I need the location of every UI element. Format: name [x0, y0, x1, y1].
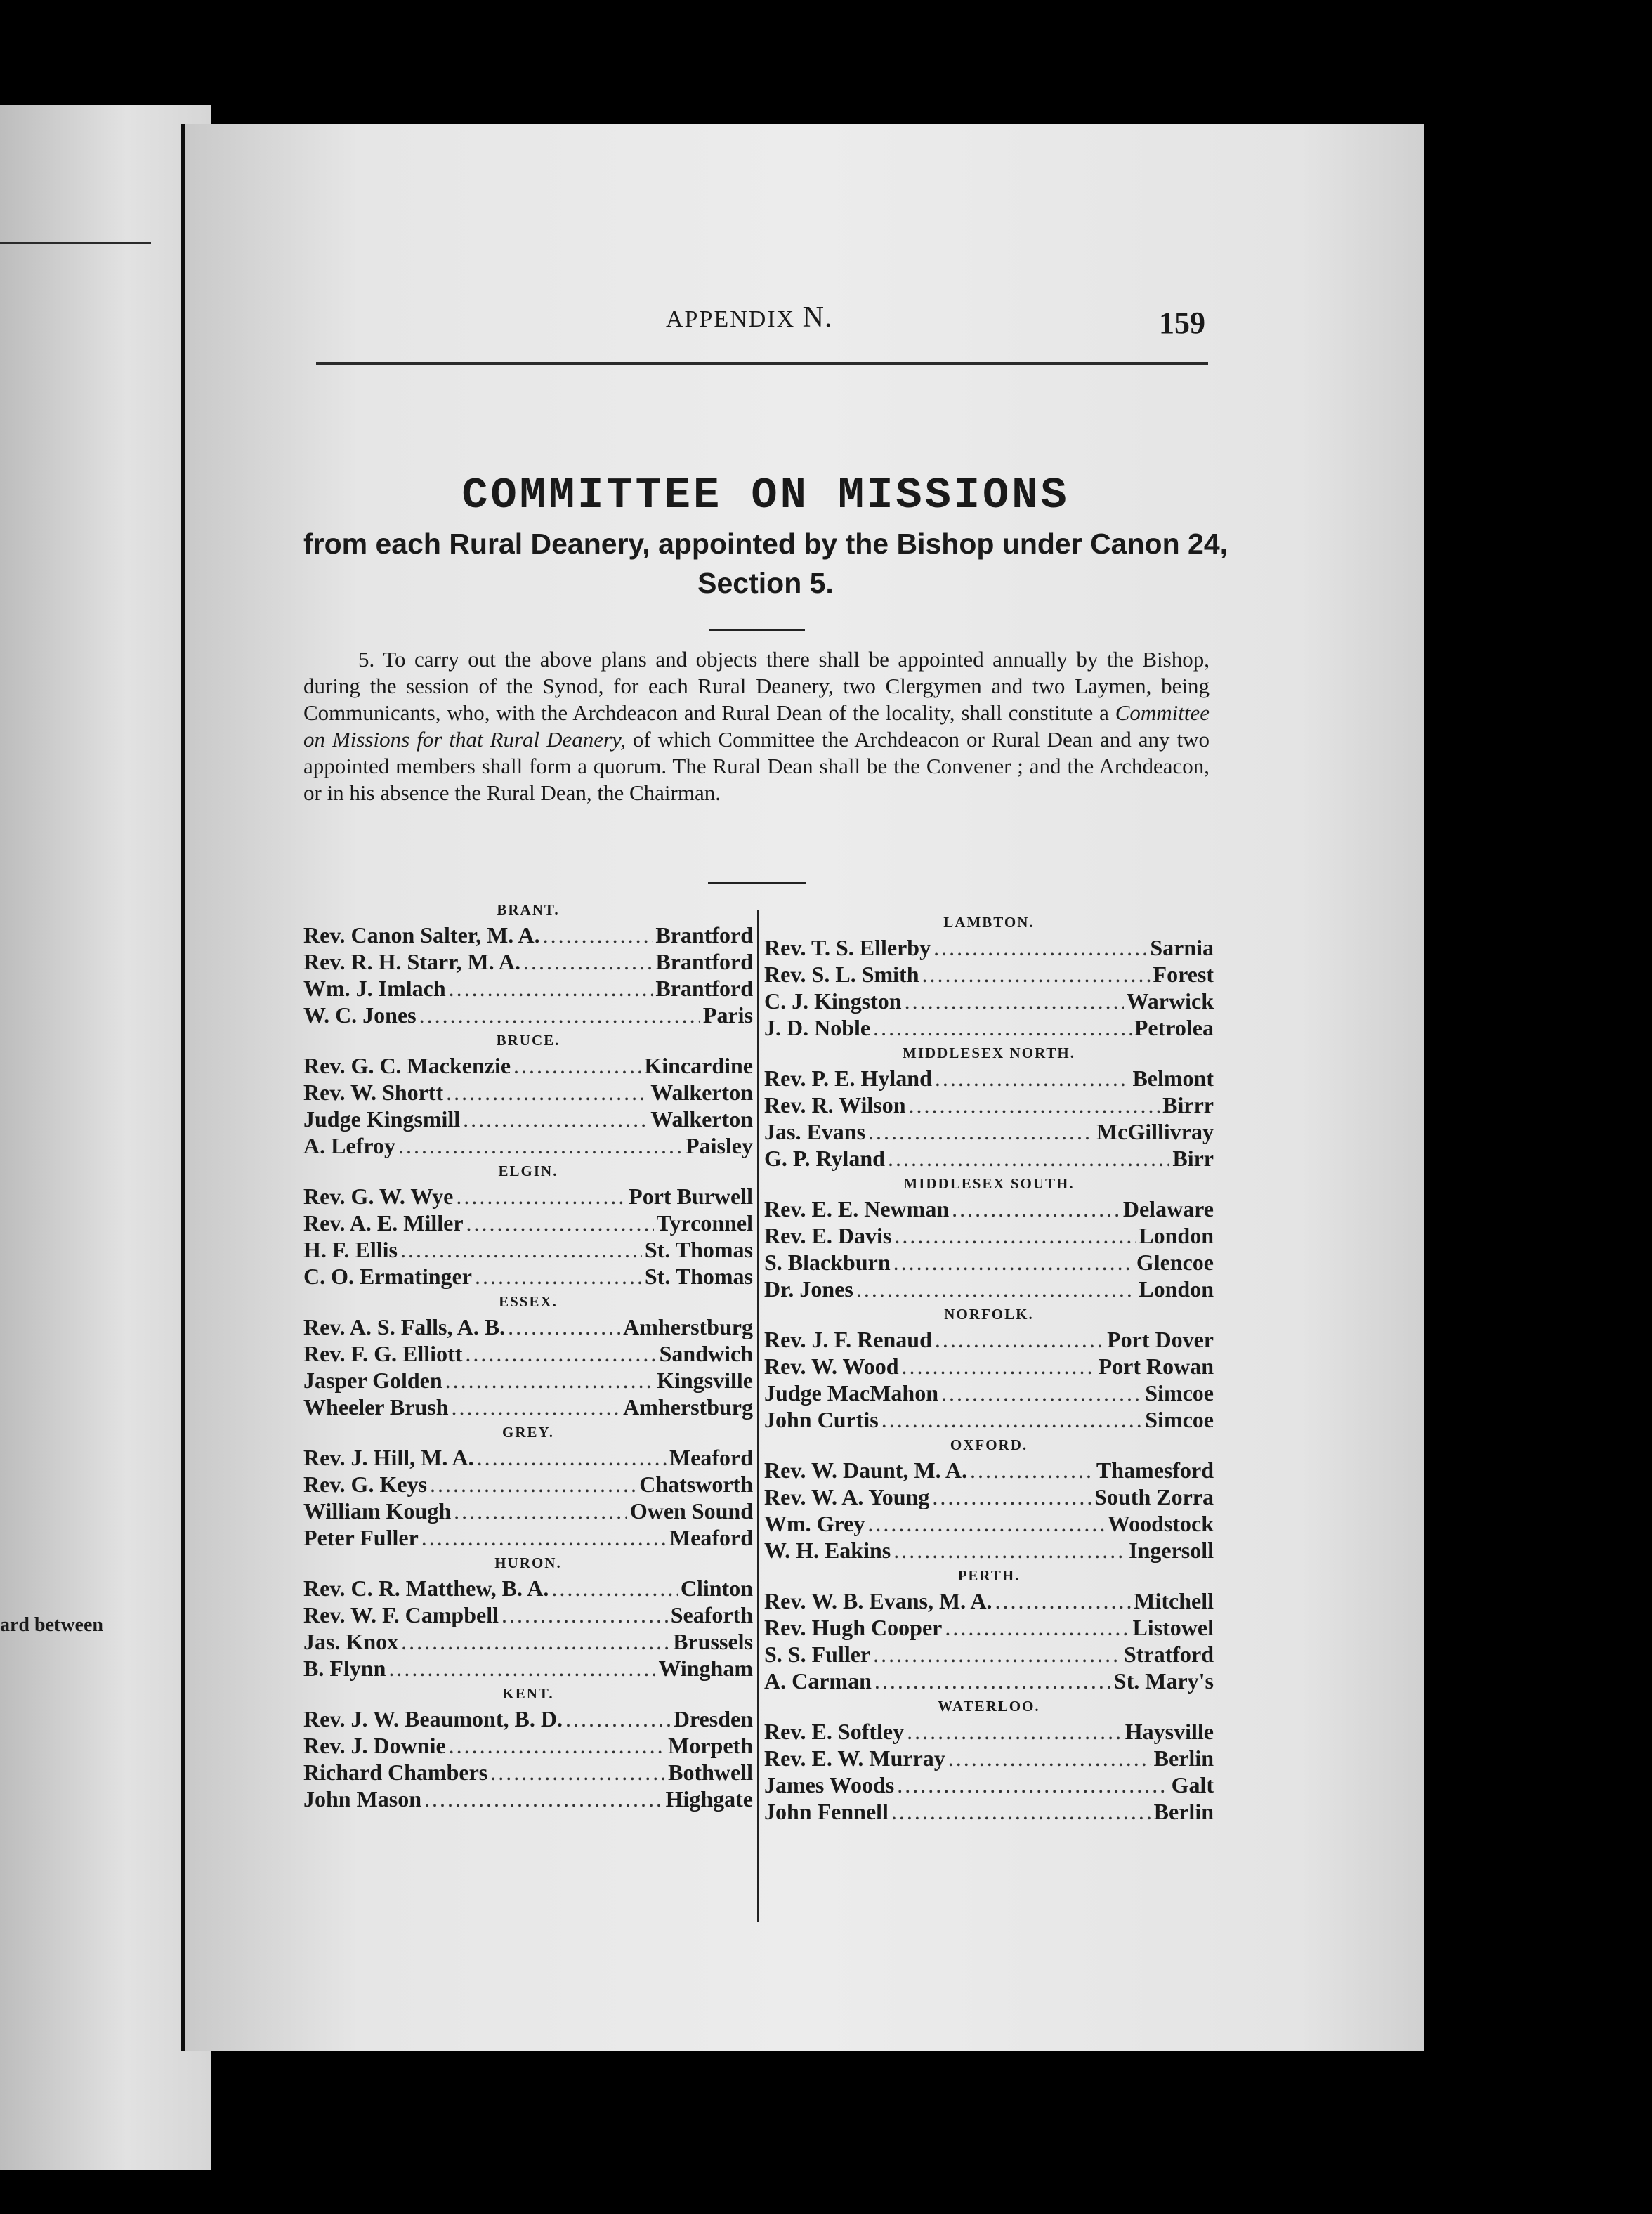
member-name: John Fennell	[764, 1799, 889, 1824]
dot-leader	[449, 975, 653, 1002]
title-divider	[709, 629, 805, 631]
member-place: Forest	[1153, 962, 1214, 987]
deanery-heading: NORFOLK.	[944, 1306, 1034, 1323]
previous-page-fragment: ard between	[0, 1614, 103, 1636]
member-row	[303, 1705, 753, 1732]
dot-leader	[449, 1732, 665, 1759]
dot-leader	[477, 1444, 667, 1471]
member-name: Rev. F. G. Elliott	[303, 1341, 463, 1366]
member-name: G. P. Ryland	[764, 1146, 885, 1171]
member-row	[303, 1394, 753, 1420]
page-number: 159	[1159, 306, 1205, 340]
member-name: William Kough	[303, 1498, 452, 1524]
member-row	[764, 1745, 1214, 1771]
page-title: COMMITTEE ON MISSIONS	[461, 471, 1070, 520]
member-place: Chatsworth	[639, 1472, 753, 1497]
deanery-heading: MIDDLESEX NORTH.	[903, 1044, 1075, 1061]
member-name: Rev. G. Keys	[303, 1472, 427, 1497]
member-row	[764, 961, 1214, 988]
member-row	[303, 1002, 753, 1028]
member-name: Rev. W. Wood	[764, 1354, 899, 1379]
dot-leader	[907, 1718, 1122, 1745]
dot-leader	[995, 1587, 1132, 1614]
dot-leader	[894, 1222, 1136, 1249]
member-name: Rev. J. Hill, M. A.	[303, 1445, 474, 1470]
member-row	[764, 1483, 1214, 1510]
member-row	[764, 1353, 1214, 1380]
member-place: Sandwich	[659, 1341, 753, 1366]
member-row	[303, 1210, 753, 1236]
member-name: W. C. Jones	[303, 1002, 417, 1028]
dot-leader	[941, 1380, 1142, 1406]
member-row	[764, 1196, 1214, 1222]
deanery-heading: LAMBTON.	[943, 914, 1035, 931]
appendix-label: APPENDIX	[666, 306, 796, 332]
canon-paragraph	[303, 646, 1210, 806]
member-name: S. S. Fuller	[764, 1642, 871, 1667]
dot-leader	[398, 1132, 683, 1159]
member-place: Birr	[1172, 1146, 1214, 1171]
header-rule	[316, 362, 1208, 365]
member-row	[764, 1065, 1214, 1092]
member-place: Paris	[702, 1002, 753, 1028]
dot-leader	[419, 1002, 700, 1028]
dot-leader	[868, 1118, 1094, 1145]
dot-leader	[881, 1406, 1143, 1433]
member-name: C. J. Kingston	[764, 988, 902, 1014]
member-name: Rev. Canon Salter, M. A.	[303, 922, 540, 948]
dot-leader	[523, 948, 653, 975]
member-row	[303, 1601, 753, 1628]
paragraph-italic: Committee on Missions for that Rural Deanery,	[303, 700, 1210, 752]
deanery-heading: BRUCE.	[496, 1032, 560, 1049]
member-row	[303, 1471, 753, 1498]
member-row	[303, 1444, 753, 1471]
paragraph-text-2: of which Committee the Archdeacon or Rural Dean and any two appointed members shall form a quorum. The Rural Dean shall be the Convener ; and the Archdeacon, or in his absence the Rural Dean, the Chairman.	[303, 727, 1210, 805]
member-row	[303, 1314, 753, 1340]
member-name: Rev. W. F. Campbell	[303, 1602, 499, 1627]
member-row	[303, 1524, 753, 1551]
previous-page-rule	[0, 242, 151, 244]
member-name: Rev. W. Daunt, M. A.	[764, 1458, 967, 1483]
deanery-heading: OXFORD.	[950, 1436, 1028, 1453]
member-name: Rev. T. S. Ellerby	[764, 935, 931, 960]
member-place: Kincardine	[644, 1053, 753, 1078]
member-name: Rev. R. Wilson	[764, 1092, 906, 1118]
member-name: B. Flynn	[303, 1656, 386, 1681]
member-place: Berlin	[1153, 1799, 1214, 1824]
member-name: Judge Kingsmill	[303, 1106, 461, 1132]
dot-leader	[551, 1575, 678, 1601]
member-place: Mitchell	[1134, 1588, 1214, 1613]
dot-leader	[933, 934, 1147, 961]
deanery-heading: ESSEX.	[499, 1293, 558, 1310]
member-place: Amherstburg	[623, 1314, 753, 1339]
member-row	[303, 922, 753, 948]
member-name: C. O. Ermatinger	[303, 1264, 472, 1289]
member-row	[303, 1786, 753, 1812]
member-name: Richard Chambers	[303, 1760, 488, 1785]
member-row	[764, 1718, 1214, 1745]
dot-leader	[891, 1798, 1151, 1825]
member-place: Sarnia	[1150, 935, 1214, 960]
member-name: Rev. J. Downie	[303, 1733, 446, 1758]
member-name: John Curtis	[764, 1407, 879, 1432]
dot-leader	[905, 988, 1124, 1014]
member-row	[303, 1759, 753, 1786]
dot-leader	[501, 1601, 668, 1628]
dot-leader	[421, 1524, 667, 1551]
member-row	[303, 1132, 753, 1159]
member-place: Brussels	[673, 1629, 753, 1654]
deanery-heading: WATERLOO.	[938, 1698, 1040, 1715]
member-row	[764, 1118, 1214, 1145]
dot-leader	[543, 922, 653, 948]
dot-leader	[388, 1655, 655, 1682]
dot-leader	[856, 1276, 1136, 1302]
page-subtitle: from each Rural Deanery, appointed by the Bishop under Canon 24, Section 5.	[303, 528, 1228, 599]
dot-leader	[932, 1483, 1092, 1510]
member-place: Bothwell	[668, 1760, 753, 1785]
member-place: Brantford	[655, 949, 753, 974]
member-name: A. Lefroy	[303, 1133, 395, 1158]
member-place: Brantford	[655, 976, 753, 1001]
member-place: Berlin	[1153, 1745, 1214, 1771]
deanery-heading: BRANT.	[497, 901, 560, 918]
dot-leader	[508, 1314, 620, 1340]
member-name: Rev. C. R. Matthew, B. A.	[303, 1576, 549, 1601]
dot-leader	[922, 961, 1150, 988]
member-name: Dr. Jones	[764, 1276, 853, 1302]
member-place: Galt	[1171, 1772, 1214, 1797]
left-column	[303, 898, 753, 1812]
member-place: London	[1139, 1223, 1214, 1248]
member-name: Wheeler Brush	[303, 1394, 449, 1420]
member-place: Belmont	[1132, 1066, 1214, 1091]
dot-leader	[897, 1771, 1168, 1798]
member-name: Wm. Grey	[764, 1511, 865, 1536]
dot-leader	[475, 1263, 642, 1290]
dot-leader	[970, 1457, 1094, 1483]
member-place: Tyrconnel	[656, 1210, 753, 1236]
member-row	[764, 1798, 1214, 1825]
member-row	[764, 1668, 1214, 1694]
member-row	[303, 1655, 753, 1682]
dot-leader	[873, 1641, 1121, 1668]
dot-leader	[401, 1628, 670, 1655]
member-place: Morpeth	[668, 1733, 753, 1758]
deanery-heading: PERTH.	[957, 1567, 1021, 1584]
member-place: Highgate	[665, 1786, 753, 1812]
member-name: Jasper Golden	[303, 1368, 442, 1393]
member-place: South Zorra	[1094, 1484, 1214, 1509]
dot-leader	[456, 1183, 626, 1210]
member-row	[303, 1498, 753, 1524]
member-row	[303, 1052, 753, 1079]
member-name: Judge MacMahon	[764, 1380, 938, 1406]
member-place: Amherstburg	[623, 1394, 753, 1420]
member-name: John Mason	[303, 1786, 422, 1812]
member-row	[764, 1326, 1214, 1353]
dot-leader	[465, 1340, 656, 1367]
member-row	[303, 1079, 753, 1106]
member-place: Dresden	[673, 1706, 753, 1731]
member-name: James Woods	[764, 1772, 895, 1797]
member-row	[764, 1380, 1214, 1406]
member-row	[764, 1771, 1214, 1798]
member-row	[303, 948, 753, 975]
member-name: Rev. G. W. Wye	[303, 1184, 454, 1209]
member-name: Rev. R. H. Starr, M. A.	[303, 949, 521, 974]
member-row	[303, 1340, 753, 1367]
member-place: Birrr	[1162, 1092, 1214, 1118]
member-place: Thamesford	[1096, 1458, 1214, 1483]
dot-leader	[893, 1249, 1134, 1276]
member-name: Rev. P. E. Hyland	[764, 1066, 932, 1091]
dot-leader	[935, 1326, 1104, 1353]
member-name: Rev. W. B. Evans, M. A.	[764, 1588, 992, 1613]
member-name: Rev. E. E. Newman	[764, 1196, 950, 1221]
member-place: Simcoe	[1145, 1407, 1214, 1432]
dot-leader	[490, 1759, 665, 1786]
deanery-heading: MIDDLESEX SOUTH.	[903, 1175, 1075, 1192]
member-place: Walkerton	[650, 1080, 753, 1105]
member-row	[303, 1367, 753, 1394]
member-row	[764, 934, 1214, 961]
member-name: Rev. G. C. Mackenzie	[303, 1053, 511, 1078]
dot-leader	[513, 1052, 641, 1079]
member-row	[764, 1014, 1214, 1041]
member-place: Delaware	[1122, 1196, 1214, 1221]
member-row	[303, 1236, 753, 1263]
member-name: Peter Fuller	[303, 1525, 419, 1550]
member-place: Seaforth	[670, 1602, 753, 1627]
member-row	[764, 1587, 1214, 1614]
member-name: Rev. W. Shortt	[303, 1080, 444, 1105]
member-name: Rev. A. S. Falls, A. B.	[303, 1314, 506, 1339]
member-place: Stratford	[1124, 1642, 1214, 1667]
member-place: Clinton	[680, 1576, 753, 1601]
member-row	[764, 1457, 1214, 1483]
member-name: Rev. J. F. Renaud	[764, 1327, 932, 1352]
member-place: St. Thomas	[644, 1264, 753, 1289]
member-row	[303, 975, 753, 1002]
member-place: St. Mary's	[1113, 1668, 1214, 1694]
member-place: Glencoe	[1136, 1250, 1214, 1275]
member-place: Brantford	[655, 922, 753, 948]
member-name: Jas. Evans	[764, 1119, 866, 1144]
member-row	[764, 1092, 1214, 1118]
member-place: Port Burwell	[629, 1184, 753, 1209]
member-place: Ingersoll	[1129, 1538, 1214, 1563]
member-name: Rev. A. E. Miller	[303, 1210, 464, 1236]
member-row	[303, 1575, 753, 1601]
member-place: Paisley	[686, 1133, 753, 1158]
dot-leader	[873, 1014, 1132, 1041]
member-place: Meaford	[669, 1445, 753, 1470]
dot-leader	[945, 1614, 1129, 1641]
member-place: Woodstock	[1107, 1511, 1214, 1536]
member-name: Rev. W. A. Young	[764, 1484, 930, 1509]
member-name: Rev. E. Softley	[764, 1719, 905, 1744]
member-place: St. Thomas	[644, 1237, 753, 1262]
member-row	[764, 988, 1214, 1014]
member-place: Warwick	[1126, 988, 1214, 1014]
member-row	[764, 1276, 1214, 1302]
member-place: Petrolea	[1134, 1015, 1214, 1040]
member-row	[764, 1145, 1214, 1172]
member-row	[303, 1628, 753, 1655]
dot-leader	[952, 1196, 1120, 1222]
dot-leader	[466, 1210, 654, 1236]
dot-leader	[935, 1065, 1130, 1092]
member-row	[303, 1106, 753, 1132]
dot-leader	[446, 1079, 648, 1106]
previous-page	[0, 105, 211, 2170]
member-place: Walkerton	[650, 1106, 753, 1132]
member-row	[764, 1406, 1214, 1433]
dot-leader	[430, 1471, 636, 1498]
member-row	[764, 1222, 1214, 1249]
member-name: Wm. J. Imlach	[303, 976, 446, 1001]
member-row	[764, 1641, 1214, 1668]
dot-leader	[445, 1367, 654, 1394]
member-place: Port Dover	[1107, 1327, 1214, 1352]
dot-leader	[424, 1786, 663, 1812]
dot-leader	[893, 1537, 1126, 1564]
dot-leader	[565, 1705, 671, 1732]
member-name: A. Carman	[764, 1668, 872, 1694]
member-name: J. D. Noble	[764, 1015, 871, 1040]
member-name: Jas. Knox	[303, 1629, 399, 1654]
member-name: Rev. E. Davis	[764, 1223, 892, 1248]
column-divider	[757, 910, 759, 1922]
paragraph-divider	[708, 882, 806, 884]
member-name: Rev. J. W. Beaumont, B. D.	[303, 1706, 563, 1731]
member-place: London	[1139, 1276, 1214, 1302]
member-row	[764, 1510, 1214, 1537]
dot-leader	[888, 1145, 1169, 1172]
member-row	[764, 1537, 1214, 1564]
dot-leader	[867, 1510, 1104, 1537]
member-row	[303, 1183, 753, 1210]
dot-leader	[452, 1394, 621, 1420]
dot-leader	[874, 1668, 1111, 1694]
member-name: H. F. Ellis	[303, 1237, 398, 1262]
member-name: S. Blackburn	[764, 1250, 891, 1275]
right-column	[764, 910, 1214, 1825]
member-place: Haysville	[1125, 1719, 1214, 1744]
member-name: W. H. Eakins	[764, 1538, 891, 1563]
dot-leader	[463, 1106, 648, 1132]
deanery-heading: HURON.	[494, 1554, 562, 1571]
member-name: Rev. S. L. Smith	[764, 962, 919, 987]
member-place: Meaford	[669, 1525, 753, 1550]
dot-leader	[948, 1745, 1151, 1771]
member-place: Listowel	[1132, 1615, 1214, 1640]
deanery-heading: KENT.	[502, 1685, 554, 1702]
dot-leader	[400, 1236, 642, 1263]
dot-leader	[454, 1498, 627, 1524]
member-place: Owen Sound	[629, 1498, 753, 1524]
deanery-heading: GREY.	[502, 1424, 554, 1441]
running-head	[666, 301, 832, 334]
member-row	[764, 1249, 1214, 1276]
member-name: Rev. E. W. Murray	[764, 1745, 945, 1771]
member-row	[303, 1263, 753, 1290]
member-place: Kingsville	[657, 1368, 753, 1393]
deanery-heading: ELGIN.	[498, 1162, 558, 1179]
member-name: Rev. Hugh Cooper	[764, 1615, 943, 1640]
dot-leader	[909, 1092, 1160, 1118]
dot-leader	[901, 1353, 1095, 1380]
member-place: McGillivray	[1096, 1119, 1214, 1144]
member-place: Wingham	[658, 1656, 753, 1681]
member-row	[303, 1732, 753, 1759]
member-row	[764, 1614, 1214, 1641]
member-place: Port Rowan	[1098, 1354, 1214, 1379]
appendix-letter: N.	[802, 301, 833, 334]
member-place: Simcoe	[1145, 1380, 1214, 1406]
paragraph-text-1: 5. To carry out the above plans and objects there shall be appointed annually by the Bishop, during the session of the Synod, for each Rural Deanery, two Clergymen and two Laymen, being Communicants, who, with the Archdeacon and Rural Dean of the locality, shall constitute a	[303, 647, 1210, 725]
